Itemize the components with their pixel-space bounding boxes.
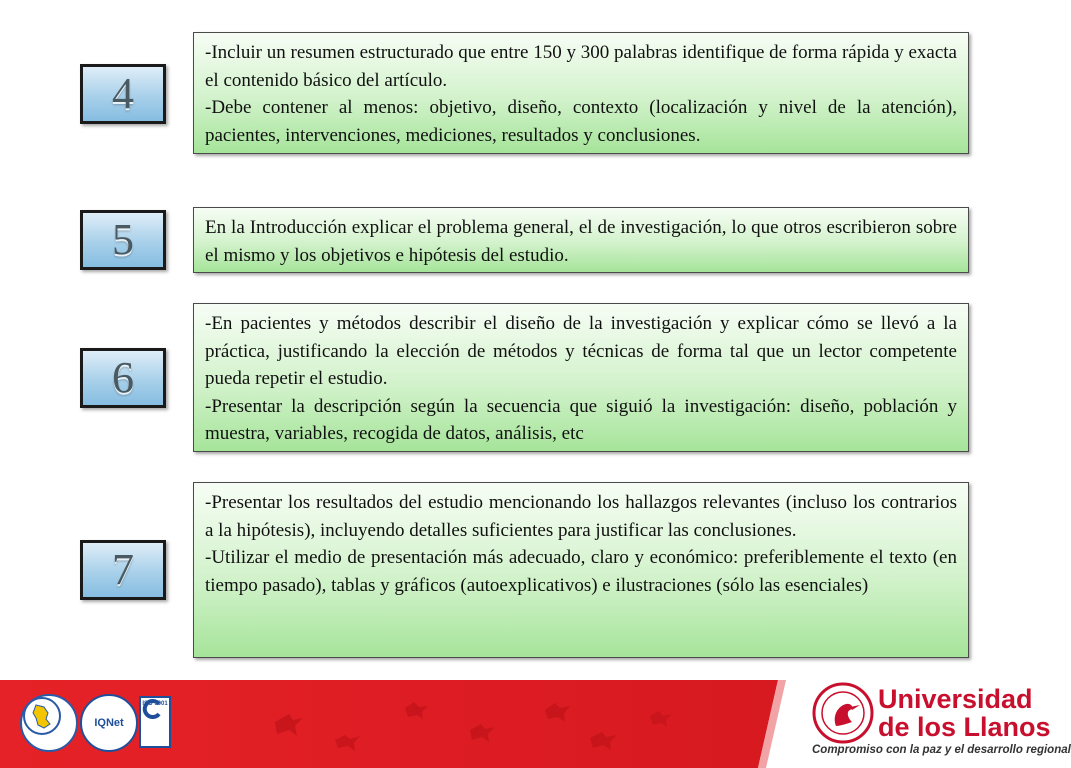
icontec-icon <box>141 698 163 720</box>
section-text-4 <box>193 32 969 154</box>
section-number-7: 7 <box>80 540 166 600</box>
section-text-6 <box>193 303 969 452</box>
colombia-map-icon <box>22 696 62 736</box>
colombia-cert-badge <box>20 694 78 752</box>
section-6-paragraph-2: -Presentar la descripción según la secuencia que siguió la investigación: diseño, población y muestra, variables, recogida de datos, análisis, etc <box>205 395 957 444</box>
university-slogan: Compromiso con la paz y el desarrollo regional <box>812 744 1071 756</box>
section-number-5: 5 <box>80 210 166 270</box>
university-name-line1: Universidad <box>878 684 1033 714</box>
section-7-paragraph-2: -Utilizar el medio de presentación más adecuado, claro y económico: preferiblemente el texto (en tiempo pasado), tablas y gráficos (autoexplicativos) e ilustraciones (sólo las esenciales) <box>205 547 957 596</box>
iso-cert-badge: ISO 9001 <box>139 696 171 748</box>
university-name-line2: de los Llanos <box>878 712 1051 742</box>
unillanos-logo-icon <box>812 682 874 744</box>
section-7-paragraph-1: -Presentar los resultados del estudio mencionando los hallazgos relevantes (incluso los contrarios a la hipótesis), incluyendo detalles suficientes para justificar las conclusiones. <box>205 492 957 541</box>
section-number-4: 4 <box>80 64 166 124</box>
iqnet-cert-badge: IQNet <box>80 694 138 752</box>
section-6-paragraph-1: -En pacientes y métodos describir el diseño de la investigación y explicar cómo se llevó a la práctica, justificando la elección de métodos y técnicas de forma tal que un lector competente pueda repetir el estudio. <box>205 313 957 389</box>
section-text-5 <box>193 207 969 273</box>
section-4-paragraph-2: -Debe contener al menos: objetivo, diseño, contexto (localización y nivel de la atención), pacientes, intervenciones, mediciones, resultados y conclusiones. <box>205 97 957 146</box>
section-number-6: 6 <box>80 348 166 408</box>
section-5-paragraph-1: En la Introducción explicar el problema general, el de investigación, lo que otros escribieron sobre el mismo y los objetivos e hipótesis del estudio. <box>205 217 957 266</box>
section-text-7 <box>193 482 969 658</box>
section-4-paragraph-1: -Incluir un resumen estructurado que entre 150 y 300 palabras identifique de forma rápida y exacta el contenido básico del artículo. <box>205 42 957 91</box>
